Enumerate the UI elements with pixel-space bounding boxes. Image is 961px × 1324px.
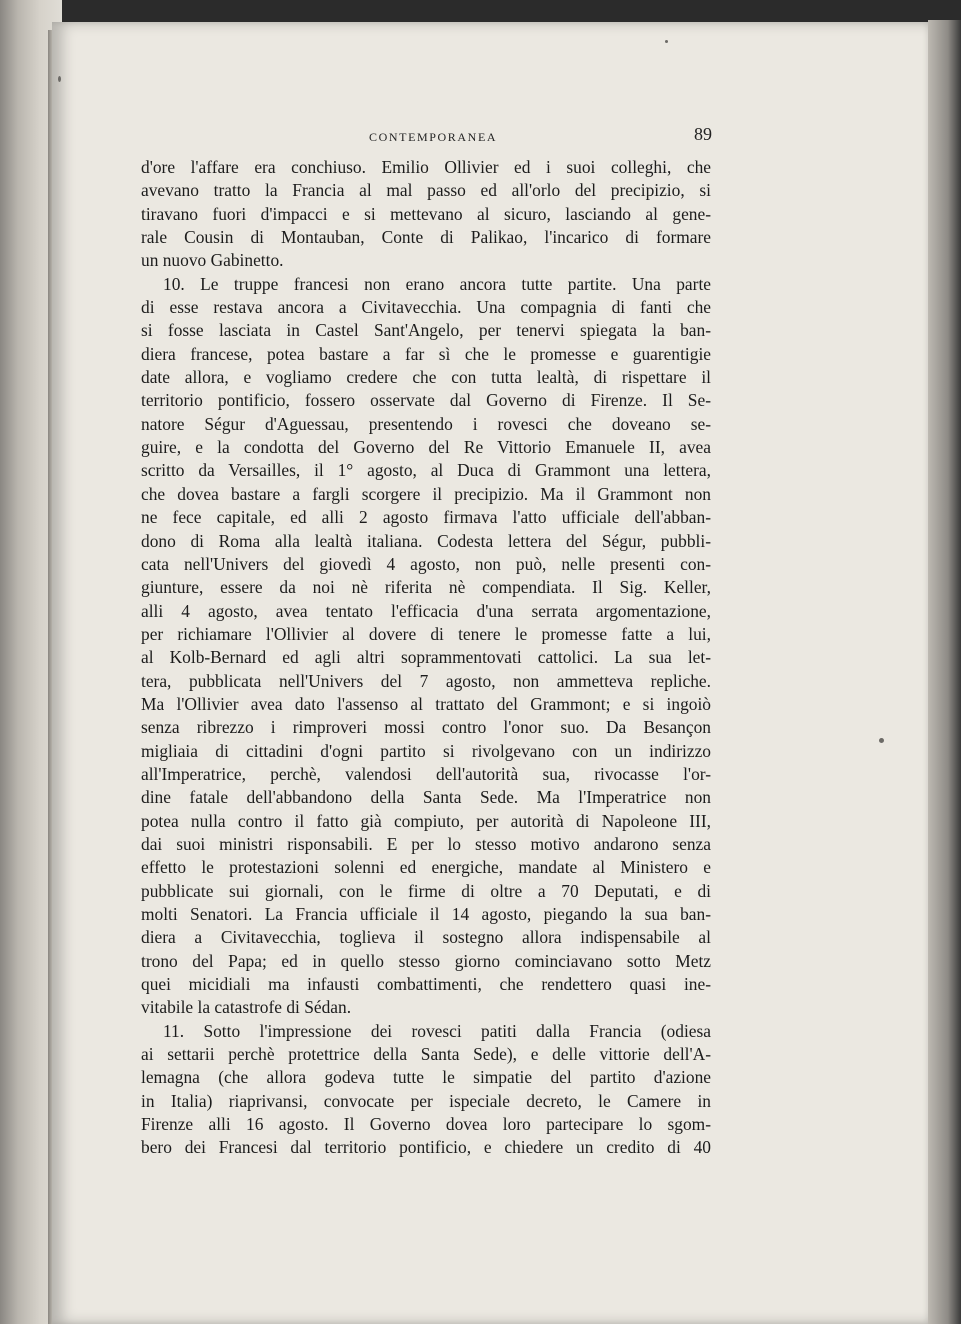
text-line: migliaia di cittadini d'ogni partito si rivolgevano con un indirizzo [141, 740, 711, 761]
text-line: lemagna (che allora godeva tutte le simpatie del partito d'azione [141, 1067, 711, 1088]
text-line: per richiamare l'Ollivier al dovere di tenere le promesse fatte a lui, [141, 623, 711, 644]
text-line: in Italia) riaprivansi, convocate per ispeciale decreto, le Camere in [141, 1090, 711, 1111]
text-line: bero dei Francesi dal territorio pontificio, e chiedere un credito di 40 [141, 1137, 711, 1158]
text-line: tiravano fuori d'impacci e si mettevano al sicuro, lasciando al gene- [141, 203, 711, 224]
text-line: guire, e la condotta del Governo del Re Vittorio Emanuele II, avea [141, 437, 711, 458]
text-line: effetto le protestazioni solenni ed energiche, mandate al Ministero e [141, 857, 711, 878]
text-line: alli 4 agosto, avea tentato l'efficacia d'una serrata argomentazione, [141, 600, 711, 621]
right-page-edge [928, 20, 961, 1324]
paragraph-10-start: 10. Le truppe francesi non erano ancora tutte partite. Una parte [163, 273, 711, 294]
text-line: cata nell'Univers del giovedì 4 agosto, non può, nelle presenti con- [141, 553, 711, 574]
text-line: territorio pontificio, fossero osservate dal Governo di Firenze. Il Se- [141, 390, 711, 411]
text-line: all'Imperatrice, perchè, valendosi dell'autorità sua, rivocasse l'or- [141, 763, 711, 784]
text-line: al Kolb-Bernard ed agli altri soprammentovati cattolici. La sua let- [141, 647, 711, 668]
text-line: si fosse lasciata in Castel Sant'Angelo, per tenervi spiegata la ban- [141, 320, 711, 341]
text-line: natore Ségur d'Aguessau, presentendo i rovesci che doveano se- [141, 413, 711, 434]
text-line: quei micidiali ma infausti combattimenti, che rendettero quasi ine- [141, 974, 711, 995]
text-line: diera a Civitavecchia, toglieva il sostegno allora indispensabile al [141, 927, 711, 948]
text-line: molti Senatori. La Francia ufficiale il 14 agosto, piegando la sua ban- [141, 904, 711, 924]
text-line: vitabile la catastrofe di Sédan. [141, 997, 352, 1018]
text-line: rale Cousin di Montauban, Conte di Palikao, l'incarico di formare [141, 227, 711, 248]
text-line: dai suoi ministri risponsabili. E per lo stesso motivo andarono senza [141, 833, 711, 854]
text-line: d'ore l'affare era conchiuso. Emilio Ollivier ed i suoi colleghi, che [141, 157, 711, 177]
text-line: trono del Papa; ed in quello stesso giorno cominciavano sotto Metz [141, 950, 711, 971]
text-line: dine fatale dell'abbandono della Santa Sede. Ma l'Imperatrice non [141, 787, 711, 808]
text-line: che dovea bastare a fargli scorgere il precipizio. Ma il Grammont non [141, 483, 711, 504]
speck [58, 76, 61, 82]
text-line: ne fece capitale, ed alli 2 agosto firmava l'atto ufficiale dell'abban- [141, 507, 711, 528]
page-header [141, 124, 711, 148]
paragraph-11-start: 11. Sotto l'impressione dei rovesci patiti dalla Francia (odiesa [163, 1020, 711, 1041]
page-number: 89 [694, 124, 712, 144]
text-line: Ma l'Ollivier avea dato l'assenso al trattato del Grammont; e si ingoiò [141, 693, 711, 714]
running-head: CONTEMPORANEA [369, 130, 498, 144]
text-line: date allora, e vogliamo credere che con tutta lealtà, di rispettare il [141, 367, 711, 388]
text-line: dono di Roma alla lealtà italiana. Codesta lettera del Ségur, pubbli- [141, 530, 711, 551]
text-line: un nuovo Gabinetto. [141, 250, 284, 271]
text-line: potea nulla contro il fatto già compiuto, per autorità di Napoleone III, [141, 810, 711, 831]
text-line: ai settarii perchè protettrice della Santa Sede), e delle vittorie dell'A- [141, 1044, 711, 1065]
text-line: di esse restava ancora a Civitavecchia. Una compagnia di fanti che [141, 297, 711, 318]
text-line: pubblicate sui giornali, con le firme di oltre a 70 Deputati, e di [141, 880, 711, 901]
speck [879, 738, 884, 743]
body-text [141, 156, 711, 1160]
text-line: tera, pubblicata nell'Univers del 7 agosto, non ammetteva repliche. [141, 670, 711, 691]
text-line: diera francese, potea bastare a far sì che le promesse e guarentigie [141, 343, 711, 364]
speck [665, 40, 668, 43]
text-line: avevano tratto la Francia al mal passo ed all'orlo del precipizio, si [141, 180, 711, 201]
text-line: scritto da Versailles, il 1° agosto, al Duca di Grammont una lettera, [141, 460, 711, 481]
text-line: Firenze alli 16 agosto. Il Governo dovea loro partecipare lo sgom- [141, 1114, 711, 1135]
text-line: giunture, essere da noi nè riferita nè compendiata. Il Sig. Keller, [141, 577, 711, 598]
text-line: senza ribrezzo i rimproveri mossi contro l'onor suo. Da Besançon [141, 717, 711, 738]
